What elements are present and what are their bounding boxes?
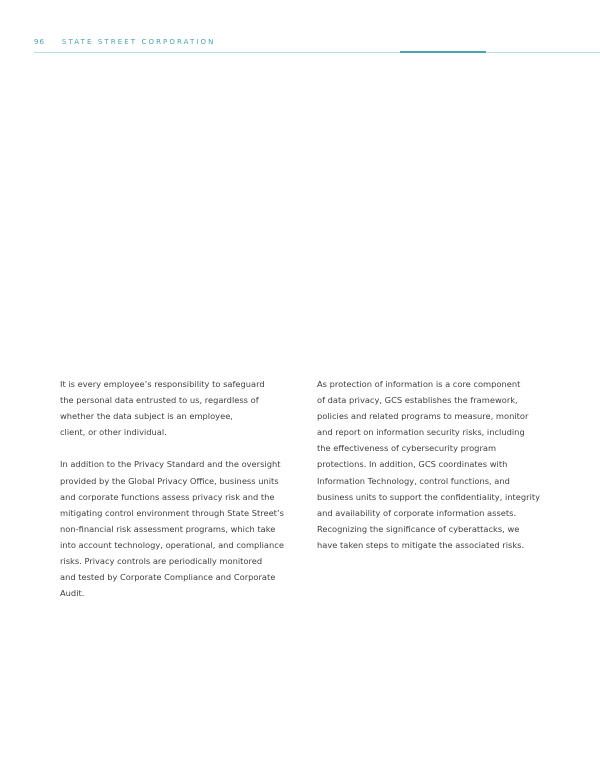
- text-line: It is every employee’s responsibility to safeguard: [60, 379, 265, 389]
- text-line: of data privacy, GCS establishes the framework,: [317, 395, 518, 406]
- text-line: and tested by Corporate Compliance and Corporate: [60, 572, 276, 583]
- text-line: and corporate functions assess privacy risk and the: [60, 491, 275, 502]
- text-line: As protection of information is a core component: [317, 379, 521, 389]
- paragraph: [60, 456, 295, 601]
- text-line: policies and related programs to measure, monitor: [317, 411, 529, 422]
- text-line: In addition to the Privacy Standard and the oversight: [60, 459, 281, 470]
- text-line: provided by the Global Privacy Office, business units: [60, 475, 279, 486]
- text-line: protections. In addition, GCS coordinates with: [317, 459, 508, 470]
- text-line: the effectiveness of cybersecurity program: [317, 443, 497, 454]
- running-title: STATE STREET CORPORATION: [61, 38, 216, 46]
- paragraph: [317, 376, 562, 553]
- text-line: have taken steps to mitigate the associated risks.: [317, 539, 525, 550]
- text-line: client, or other individual.: [60, 427, 167, 438]
- text-line: Audit.: [60, 588, 85, 599]
- text-line: Information Technology, control functions, and: [317, 475, 510, 486]
- text-line: into account technology, operational, and compliance: [60, 539, 284, 550]
- page-header: [34, 37, 216, 47]
- text-line: mitigating control environment through State Street’s: [60, 507, 284, 518]
- header-rule-accent: [400, 51, 486, 53]
- left-column: [60, 376, 295, 601]
- header-rule: [34, 52, 600, 53]
- text-line: the personal data entrusted to us, regardless of: [60, 395, 259, 406]
- text-line: Recognizing the significance of cyberattacks, we: [317, 523, 520, 534]
- paragraph-spacer: [60, 440, 295, 456]
- right-column: [317, 376, 562, 553]
- text-line: non-financial risk assessment programs, which take: [60, 523, 276, 534]
- page-number: 96: [34, 38, 45, 46]
- text-line: risks. Privacy controls are periodically monitored: [60, 556, 263, 567]
- text-line: and report on information security risks, including: [317, 427, 525, 438]
- text-line: business units to support the confidentiality, integrity: [317, 491, 541, 502]
- paragraph: [60, 376, 295, 440]
- text-line: whether the data subject is an employee,: [60, 411, 233, 422]
- text-line: and availability of corporate information assets.: [317, 507, 517, 518]
